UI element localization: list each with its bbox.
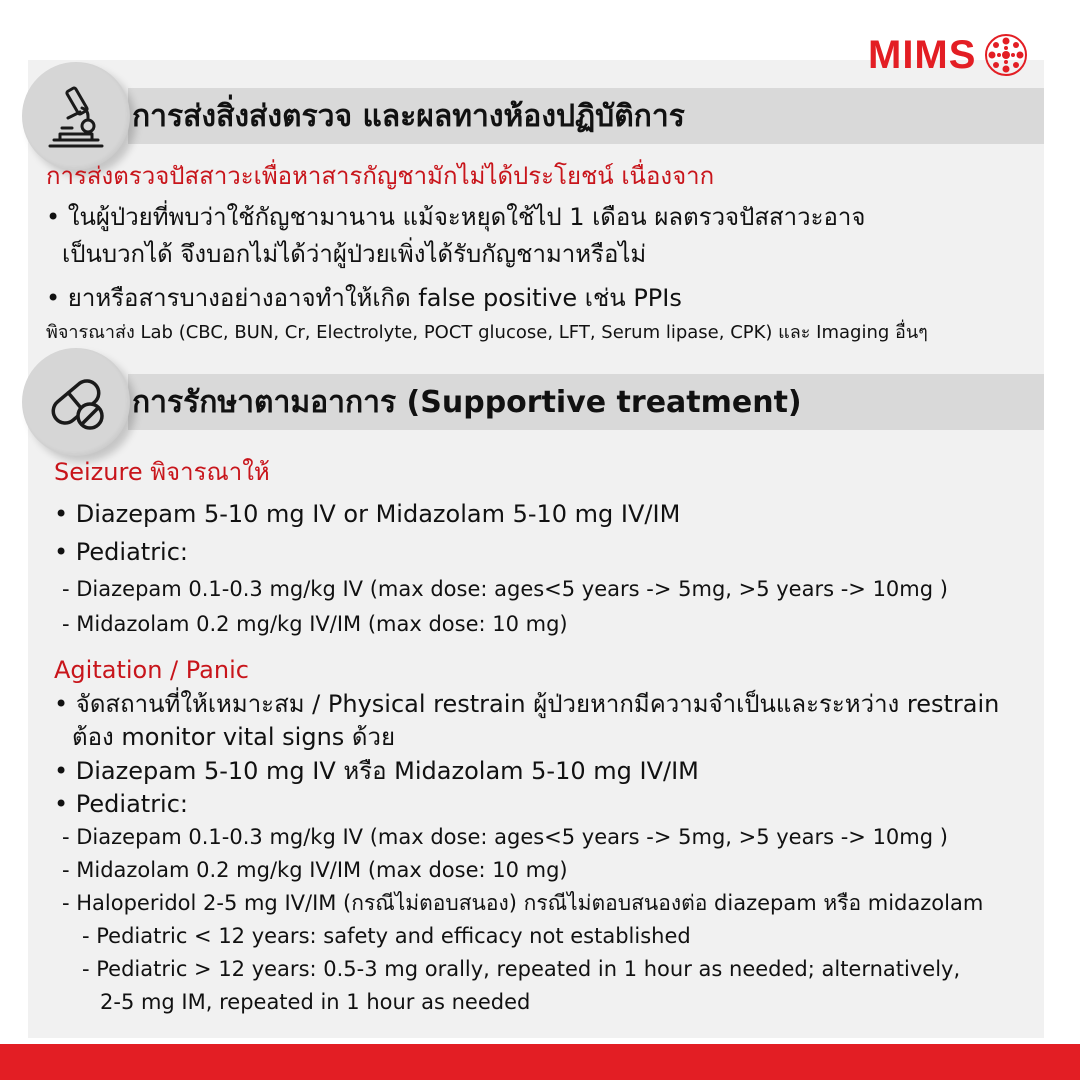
section1-bullet1-line2: เป็นบวกได้ จึงบอกไม่ได้ว่าผู้ป่วยเพิ่งได้รับกัญชามาหรือไม่ [62,240,647,268]
section1-bullet1-line1: • ในผู้ป่วยที่พบว่าใช้กัญชามานาน แม้จะหยุดใช้ไป 1 เดือน ผลตรวจปัสสาวะอาจ [46,203,866,231]
seizure-dash2: - Midazolam 0.2 mg/kg IV/IM (max dose: 10 mg) [62,612,568,636]
section2-icon-badge [22,348,130,456]
agitation-sub2-line2: 2-5 mg IM, repeated in 1 hour as needed [100,990,531,1014]
logo-text: MIMS [868,32,977,77]
section1-subheading: การส่งตรวจปัสสาวะเพื่อหาสารกัญชามักไม่ได้ประโยชน์ เนื่องจาก [46,162,715,190]
agitation-dash2: - Midazolam 0.2 mg/kg IV/IM (max dose: 10 mg) [62,858,568,882]
agitation-sub2-line1: - Pediatric > 12 years: 0.5-3 mg orally, repeated in 1 hour as needed; alternatively, [82,957,961,981]
agitation-dash1: - Diazepam 0.1-0.3 mg/kg IV (max dose: ages<5 years -> 5mg, >5 years -> 10mg ) [62,825,948,849]
section1-icon-badge [22,62,130,170]
section1-title: การส่งสิ่งส่งตรวจ และผลทางห้องปฏิบัติการ [132,98,685,134]
seizure-bullet1: • Diazepam 5-10 mg IV or Midazolam 5-10 mg IV/IM [54,500,681,528]
section1-bullet2: • ยาหรือสารบางอย่างอาจทำให้เกิด false positive เช่น PPIs [46,284,682,312]
agitation-sub1: - Pediatric < 12 years: safety and efficacy not established [82,924,691,948]
agitation-bullet3: • Pediatric: [54,790,189,818]
section2-title: การรักษาตามอาการ (Supportive treatment) [132,384,802,420]
agitation-bullet1-line1: • จัดสถานที่ให้เหมาะสม / Physical restrain ผู้ป่วยหากมีความจำเป็นและระหว่าง restrain [54,690,1000,718]
section1-header [128,88,1044,144]
logo-molecule-icon [984,33,1028,77]
agitation-bullet1-line2: ต้อง monitor vital signs ด้วย [72,723,396,751]
section2-header [128,374,1044,430]
seizure-dash1: - Diazepam 0.1-0.3 mg/kg IV (max dose: ages<5 years -> 5mg, >5 years -> 10mg ) [62,577,948,601]
seizure-heading: Seizure พิจารณาให้ [54,458,270,486]
mims-logo [868,30,1028,80]
section1-note: พิจารณาส่ง Lab (CBC, BUN, Cr, Electrolyte, POCT glucose, LFT, Serum lipase, CPK) และ Imaging อื่นๆ [46,322,928,343]
agitation-dash3: - Haloperidol 2-5 mg IV/IM (กรณีไม่ตอบสนอง) กรณีไม่ตอบสนองต่อ diazepam หรือ midazolam [62,891,984,915]
pill-capsule-icon [40,366,112,438]
agitation-bullet2: • Diazepam 5-10 mg IV หรือ Midazolam 5-10 mg IV/IM [54,757,699,785]
microscope-icon [42,82,110,150]
agitation-heading: Agitation / Panic [54,656,249,684]
seizure-bullet2: • Pediatric: [54,538,189,566]
footer-bar [0,1044,1080,1080]
